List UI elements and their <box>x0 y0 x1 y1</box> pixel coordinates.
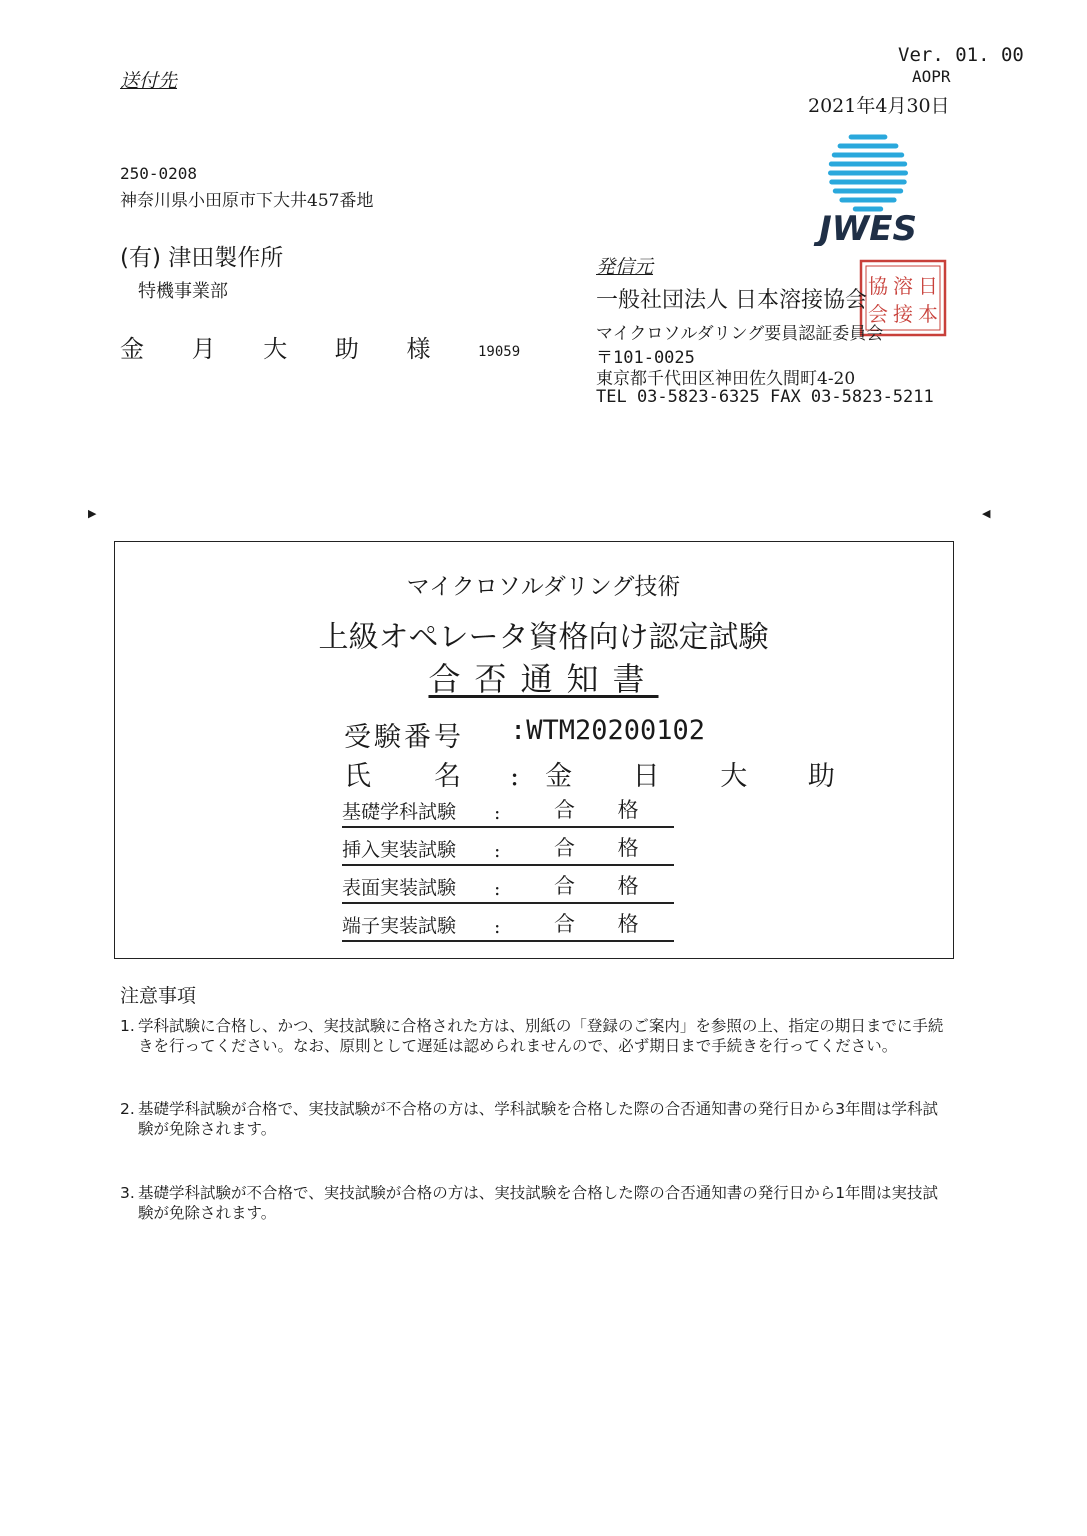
result-row-insertion <box>342 834 674 866</box>
seal-character: 会 <box>868 302 888 326</box>
certificate-field: マイクロソルダリング技術 <box>406 574 681 600</box>
jwes-logo-icon <box>798 130 938 246</box>
document-code: AOPR <box>912 67 951 86</box>
issue-date: 2021年4月30日 <box>808 95 950 117</box>
logo-stripe <box>828 171 908 176</box>
note-number: 2. <box>120 1100 135 1118</box>
result-value: 合 格 <box>554 798 657 822</box>
result-separator: : <box>494 840 501 862</box>
version-label: Ver. 01. 00 <box>898 44 1024 66</box>
exam-number-label: 受験番号 <box>344 722 464 753</box>
result-label: 表面実装試験 <box>342 877 457 899</box>
seal-character: 協 <box>868 274 888 298</box>
seal-character: 接 <box>893 302 913 326</box>
notes-heading: 注意事項 <box>120 985 197 1007</box>
logo-stripe <box>849 135 888 140</box>
sender-tel-fax: TEL 03-5823-6325 FAX 03-5823-5211 <box>596 387 934 407</box>
sender-address: 東京都千代田区神田佐久間町4-20 <box>596 369 856 389</box>
note-number: 1. <box>120 1017 135 1035</box>
result-row-surface <box>342 872 674 904</box>
result-separator: : <box>494 878 501 900</box>
note-text: 基礎学科試験が不合格で、実技試験が合格の方は、実技試験を合格した際の合否通知書の発行日から1年間は実技試験が免除されます。 <box>138 1184 939 1222</box>
recipient-department: 特機事業部 <box>138 281 228 302</box>
result-value: 合 格 <box>554 912 657 936</box>
note-text: 基礎学科試験が合格で、実技試験が不合格の方は、学科試験を合格した際の合否通知書の発行日から3年間は学科試験が免除されます。 <box>138 1100 939 1138</box>
result-value: 合 格 <box>554 836 657 860</box>
sender-postal-code: 〒101-0025 <box>596 348 695 368</box>
certificate-exam-title: 上級オペレータ資格向け認定試験 <box>318 620 769 655</box>
logo-stripe <box>838 144 899 149</box>
sender-heading: 発信元 <box>596 256 654 278</box>
recipient-address: 神奈川県小田原市下大井457番地 <box>120 191 374 211</box>
result-label: 端子実装試験 <box>342 915 457 937</box>
certificate-notice-title <box>0 654 1087 700</box>
result-value: 合 格 <box>554 874 657 898</box>
punch-mark-right-icon: ◀ <box>982 507 991 520</box>
seal-character: 本 <box>918 302 938 326</box>
logo-stripe <box>839 198 896 203</box>
result-row-terminal <box>342 910 674 942</box>
exam-number-value: :WTM20200102 <box>510 715 706 746</box>
sender-organization: 一般社団法人 日本溶接協会 <box>596 288 867 313</box>
recipient-heading: 送付先 <box>120 70 178 92</box>
result-row-basic <box>342 796 674 828</box>
note-number: 3. <box>120 1184 135 1202</box>
note-text: 学科試験に合格し、かつ、実技試験に合格された方は、別紙の「登録のご案内」を参照の上、指定の期日までに手続きを行ってください。なお、原則として遅延は認められませんので、必ず期日まで手続きを行ってください。 <box>138 1017 944 1055</box>
recipient-company: (有) 津田製作所 <box>120 245 284 271</box>
jwes-logo <box>798 130 938 246</box>
logo-stripe <box>829 180 906 185</box>
logo-stripe <box>829 162 907 167</box>
reference-number: 19059 <box>478 344 521 360</box>
result-label: 基礎学科試験 <box>342 801 457 823</box>
recipient-postal-code: 250-0208 <box>120 164 198 183</box>
seal-character: 溶 <box>893 274 913 298</box>
logo-text: JWES <box>819 209 917 246</box>
recipient-name: 金 月 大 助 様 <box>120 335 451 363</box>
seal-character: 日 <box>918 274 938 298</box>
logo-stripe <box>833 189 903 194</box>
notice-title-text: 合否通知書 <box>428 660 659 698</box>
punch-mark-left-icon: ▶ <box>88 507 97 520</box>
result-label: 挿入実装試験 <box>342 839 457 861</box>
sender-department: マイクロソルダリング要員認証委員会 <box>596 324 884 344</box>
result-separator: : <box>494 916 501 938</box>
logo-stripe <box>832 153 904 158</box>
result-separator: : <box>494 802 501 824</box>
candidate-name-label: 氏 名 <box>344 761 464 792</box>
candidate-name-value: :金 日 大 助 <box>510 761 861 792</box>
